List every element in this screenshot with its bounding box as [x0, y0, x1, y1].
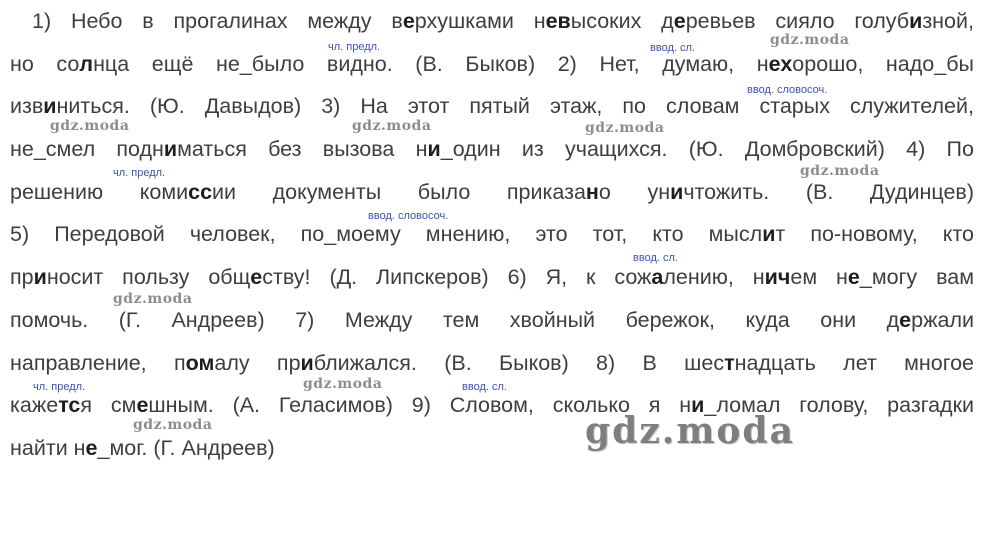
text-run: маться без вызова н — [177, 137, 428, 162]
orthogram-letter: ех — [768, 51, 793, 76]
orthogram-letter: и — [762, 222, 776, 247]
text-run: изв — [10, 94, 44, 119]
orthogram-letter: е — [250, 265, 263, 290]
text-run: не_смел подн — [10, 137, 164, 162]
watermark: gdz.moda — [585, 410, 795, 452]
grammar-annotation: ввод. сл. — [650, 42, 695, 54]
grammar-annotation: ввод. сл. — [462, 381, 507, 393]
orthogram-letter: а — [651, 265, 664, 290]
text-run: нца ещё не_было видно. (В. Быков) 2) Нет, думаю, н — [93, 51, 769, 76]
orthogram-letter: н — [585, 179, 599, 204]
watermark: gdz.moda — [585, 120, 665, 136]
text-run: ниться. (Ю. Давыдов) 3) На этот пятый этаж, по словам старых служителей, — [56, 94, 974, 119]
text-run: носит пользу общ — [46, 265, 251, 290]
text-run: шным. (А. Геласимов) 9) Словом, сколько я н — [148, 393, 692, 418]
orthogram-letter: е — [402, 9, 415, 33]
text-line-4 — [0, 128, 990, 171]
text-run: орошо, надо_бы — [792, 51, 974, 76]
orthogram-letter: е — [85, 435, 98, 460]
text-run: т по-новому, кто — [775, 222, 975, 247]
orthogram-letter: тс — [58, 393, 81, 418]
watermark: gdz.moda — [50, 118, 130, 134]
text-run: ии документы было приказа — [212, 179, 586, 204]
orthogram-letter: т — [724, 350, 735, 375]
orthogram-letter: л — [79, 51, 94, 76]
orthogram-letter: ев — [545, 9, 571, 33]
text-run: ржали — [911, 307, 974, 332]
orthogram-letter: и — [427, 137, 441, 162]
grammar-annotation: ввод. сл. — [633, 252, 678, 264]
orthogram-letter: и — [163, 137, 178, 162]
text-line-5 — [0, 171, 990, 214]
text-run: рхушками н — [414, 9, 546, 33]
text-run: лению, н — [663, 265, 765, 290]
text-line-7 — [0, 256, 990, 299]
text-run: ысоких д — [570, 9, 674, 33]
orthogram-letter: е — [847, 265, 860, 290]
text-run: чтожить. (В. Дудинцев) — [683, 179, 975, 204]
orthogram-letter: и — [670, 179, 684, 204]
text-line-1 — [0, 0, 990, 43]
text-run: _один из учащихся. (Ю. Домбровский) 4) По — [440, 137, 974, 162]
grammar-annotation: чл. предл. — [113, 167, 166, 179]
text-run: пр — [10, 265, 34, 290]
text-run: зной, — [922, 9, 974, 33]
text-run: решению коми — [10, 179, 189, 204]
orthogram-letter: и — [691, 393, 705, 418]
orthogram-letter: и — [43, 94, 57, 119]
text-run: ближался. (В. Быков) 8) В шес — [313, 350, 725, 375]
text-run: алу пр — [214, 350, 301, 375]
text-run: но со — [10, 51, 80, 76]
orthogram-letter: ич — [764, 265, 791, 290]
text-line-6 — [0, 210, 990, 256]
orthogram-letter: е — [673, 9, 686, 33]
text-run: ем н — [790, 265, 848, 290]
orthogram-letter: и — [909, 9, 923, 33]
watermark: gdz.moda — [770, 32, 850, 48]
orthogram-letter: сс — [188, 179, 213, 204]
text-line-11 — [0, 427, 990, 470]
orthogram-letter: е — [899, 307, 912, 332]
orthogram-letter: и — [33, 265, 47, 290]
watermark: gdz.moda — [800, 163, 880, 179]
grammar-annotation: чл. предл. — [328, 41, 381, 53]
text-line-10 — [0, 381, 990, 427]
text-run: каже — [10, 393, 59, 418]
text-run: _могу вам — [859, 265, 974, 290]
text-run: направление, п — [10, 350, 186, 375]
watermark: gdz.moda — [133, 417, 213, 433]
watermark: gdz.moda — [113, 291, 193, 307]
text-line-3 — [0, 85, 990, 128]
text-run: _ломал голову, разгадки — [704, 393, 974, 418]
orthogram-letter: е — [136, 393, 149, 418]
text-run: помочь. (Г. Андреев) 7) Между тем хвойный бережок, куда они д — [10, 307, 900, 332]
grammar-annotation: чл. предл. — [33, 381, 86, 393]
text-run: 1) Небо в прогалинах между в — [32, 9, 403, 33]
text-run: ству! (Д. Липскеров) 6) Я, к сож — [262, 265, 652, 290]
text-line-8 — [0, 299, 990, 342]
text-line-2 — [0, 43, 990, 86]
watermark: gdz.moda — [303, 376, 383, 392]
grammar-annotation: ввод. словосоч. — [368, 210, 449, 222]
grammar-annotation: ввод. словосоч. — [747, 84, 828, 96]
text-run: надцать лет многое — [734, 350, 975, 375]
watermark: gdz.moda — [352, 118, 432, 134]
text-run: _мог. (Г. Андреев) — [97, 435, 275, 460]
text-run: я см — [80, 393, 137, 418]
text-run: ревьев сияло голуб — [685, 9, 910, 33]
orthogram-letter: и — [300, 350, 314, 375]
text-run: о ун — [598, 179, 671, 204]
orthogram-letter: ом — [185, 350, 215, 375]
text-run: найти н — [10, 435, 86, 460]
text-run: 5) Передовой человек, по_моему мнению, это тот, кто мысл — [10, 222, 763, 247]
text-line-9 — [0, 342, 990, 385]
